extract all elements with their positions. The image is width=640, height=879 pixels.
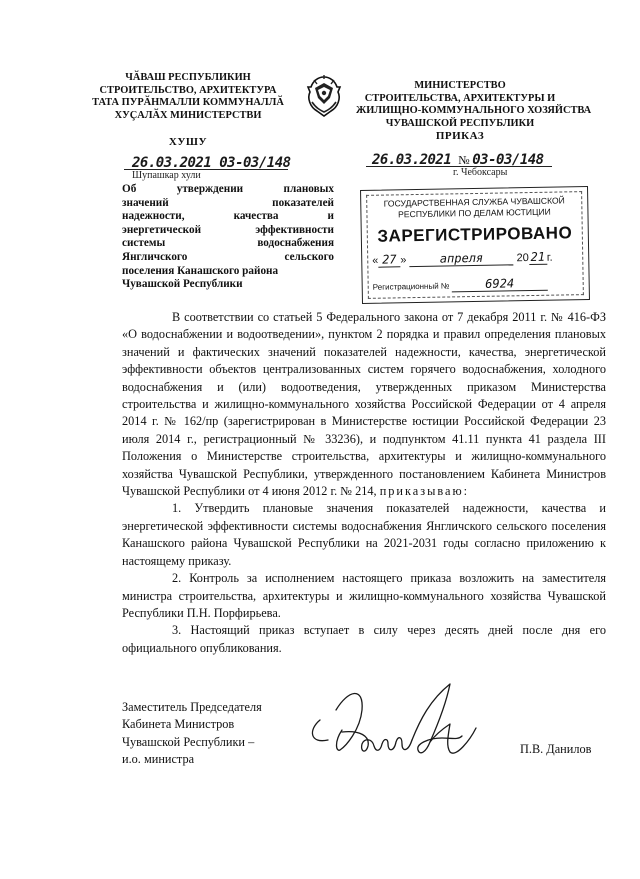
- position-line: Чувашской Республики –: [122, 734, 255, 749]
- header-left-line: ТАТА ПУРӐНМАЛЛИ КОММУНАЛЛӐ: [92, 97, 284, 108]
- order-number: 03-03/148: [472, 152, 544, 168]
- body-paragraph: [122, 309, 606, 500]
- stamp-reg-value: 6924: [452, 276, 548, 293]
- ministry-name-russian: [356, 80, 592, 130]
- ministry-name-chuvash: [92, 72, 284, 122]
- signatory-name: П.В. Данилов: [520, 742, 592, 756]
- position-line: и.о. министра: [122, 752, 195, 767]
- stamp-status: ЗАРЕГИСТРИРОВАНО: [377, 223, 573, 246]
- place-right: г. Чебоксары: [453, 167, 508, 178]
- position-line: Заместитель Председателя: [122, 700, 262, 714]
- header-right-line: МИНИСТЕРСТВО: [414, 80, 506, 91]
- header-left-line: ЧӐВАШ РЕСПУБЛИКИН: [125, 72, 251, 83]
- date-number-left: 26.03.2021 03-03/148: [132, 155, 291, 171]
- stamp-organization: [361, 195, 587, 221]
- title-word: энергетической: [122, 223, 202, 236]
- stamp-quote: «: [372, 254, 379, 267]
- stamp-day: 27: [378, 252, 400, 267]
- title-word: значений: [122, 196, 169, 209]
- title-word: надежности,: [122, 210, 185, 223]
- stamp-year-suffix: 21: [530, 249, 546, 265]
- handwritten-signature: [300, 680, 496, 772]
- title-word: и: [327, 210, 334, 223]
- title-word: сельского: [284, 250, 334, 263]
- title-word: плановых: [283, 183, 334, 195]
- title-word: показателей: [272, 196, 334, 209]
- doc-type-chuvash: ХУШУ: [168, 136, 208, 148]
- title-word: Чувашской Республики: [122, 278, 243, 291]
- stamp-year-prefix: 20: [516, 252, 529, 265]
- body-paragraph: 3. Настоящий приказ вступает в силу через десять дней после дня его официального опубликования.: [122, 623, 606, 655]
- body-paragraph: 2. Контроль за исполнением настоящего приказа возложить на заместителя министра строительства, архитектуры и жилищно-коммунального хозяйства Чувашской Республики П.Н. Порфирьева.: [122, 571, 606, 620]
- position-line: Кабинета Министров: [122, 717, 235, 732]
- header-right-line: ЧУВАШСКОЙ РЕСПУБЛИКИ: [385, 117, 535, 129]
- order-verb: приказываю:: [379, 484, 470, 499]
- header-left-line: ХУҪАЛӐХ МИНИСТЕРСТВИ: [114, 109, 262, 121]
- document-title: [122, 183, 334, 292]
- title-word: утверждении: [176, 183, 244, 195]
- stamp-org-line: РЕСПУБЛИКИ ПО ДЕЛАМ ЮСТИЦИИ: [398, 206, 551, 220]
- header-left-line: СТРОИТЕЛЬСТВО, АРХИТЕКТУРА: [99, 84, 277, 96]
- stamp-month: апреля: [409, 250, 513, 267]
- title-word: Об: [122, 183, 137, 195]
- title-word: Янгличского: [122, 250, 188, 263]
- coat-of-arms-icon: [304, 74, 344, 118]
- preamble-text: В соответствии со статьей 5 Федерального закона от 7 декабря 2011 г. № 416-ФЗ «О водоснабжении и водоотведении», пунктом 2 порядка и правил определения плановых значений и фактических значений показателей надежности, качества, энергетической эффективности объектов централизованных систем горячего водоснабжения, холодного водоснабжения и (или) водоотведения, утвержденных приказом Министерства строительства и жилищно-коммунального хозяйства Российской Федерации от 4 апреля 2014 г. № 162/пр (зарегистрирован в Министерстве юстиции Российской Федерации 23 июля 2014 г., регистрационный № 33236), и подпунктом 41.11 пункта 41 раздела III Положения о Министерстве строительства, архитектуры и жилищно-коммунального хозяйства Чувашской Республики, утвержденного постановлением Кабинета Министров Чувашской Республики от 4 июня 2012 г. № 214,: [122, 310, 606, 499]
- title-word: качества: [233, 210, 279, 223]
- stamp-reg-label: Регистрационный №: [372, 281, 450, 292]
- order-date: 26.03.2021: [372, 152, 452, 168]
- header-right-line: ЖИЛИЩНО-КОММУНАЛЬНОГО ХОЗЯЙСТВА: [356, 105, 592, 116]
- stamp-quote: »: [400, 254, 407, 267]
- title-word: водоснабжения: [257, 237, 334, 250]
- title-word: системы: [122, 237, 166, 250]
- place-left: Шупашкар хули: [132, 170, 201, 181]
- body-paragraph: 1. Утвердить плановые значения показателей надежности, качества и энергетической эффективности системы водоснабжения Янгличского сельского поселения Канашского района Чувашской Республики на 2021-2031 годы согласно приложению к настоящему приказу.: [122, 501, 606, 568]
- title-word: эффективности: [255, 223, 334, 236]
- title-word: поселения Канашского района: [122, 264, 279, 277]
- stamp-org-line: ГОСУДАРСТВЕННАЯ СЛУЖБА ЧУВАШСКОЙ: [383, 195, 565, 209]
- doc-type-russian: ПРИКАЗ: [435, 130, 485, 142]
- signatory-position: [122, 699, 262, 769]
- header-right-line: СТРОИТЕЛЬСТВА, АРХИТЕКТУРЫ И: [364, 92, 556, 104]
- registration-stamp: [360, 186, 590, 304]
- stamp-year-unit: г.: [546, 251, 553, 264]
- document-body: [122, 309, 606, 657]
- number-sign: №: [458, 153, 470, 167]
